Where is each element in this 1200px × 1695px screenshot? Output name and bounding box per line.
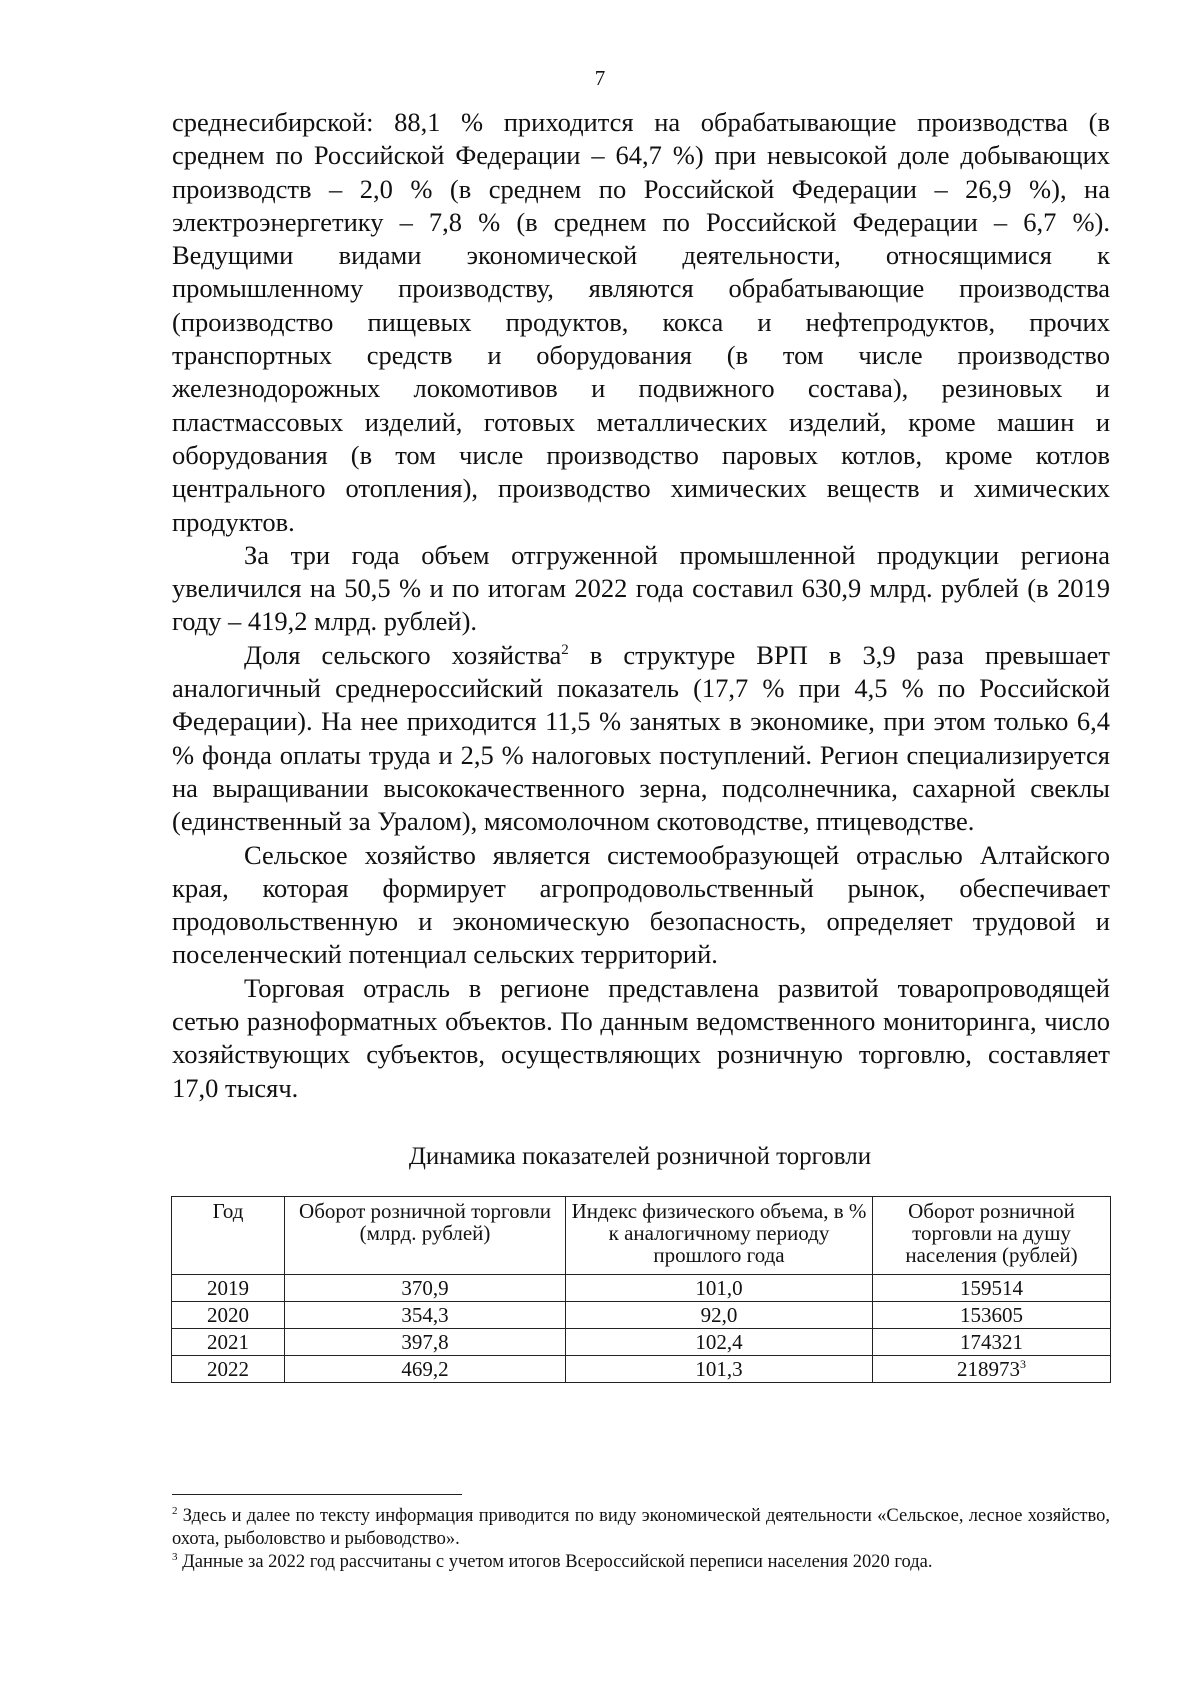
cell-index: 101,0	[566, 1275, 873, 1302]
paragraph	[172, 639, 1110, 839]
cell-year: 2021	[172, 1329, 285, 1356]
table-caption: Динамика показателей розничной торговли	[408, 1143, 872, 1170]
paragraph: среднесибирской: 88,1 % приходится на обрабатывающие производства (в среднем по Российской Федерации – 64,7 %) при невысокой доле добывающих производств – 2,0 % (в среднем по Российской Федерации – 26,9 %), на электроэнергетику – 7,8 % (в среднем по Российской Федерации – 6,7 %). Ведущими видами экономической деятельности, относящимися к промышленному производству, являются обрабатывающие производства (производство пищевых продуктов, кокса и нефтепродуктов, прочих транспортных средств и оборудования (в том числе производство железнодорожных локомотивов и подвижного состава), резиновых и пластмассовых изделий, готовых металлических изделий, кроме машин и оборудования (в том числе производство паровых котлов, кроме котлов центрального отопления), производство химических веществ и химических продуктов.	[172, 107, 1110, 537]
cell-per-capita	[873, 1356, 1111, 1383]
page-number: 7	[594, 66, 606, 90]
cell-per-capita-value: 174321	[960, 1330, 1023, 1354]
body-text	[172, 106, 1110, 1105]
footnote-mark: 2	[172, 1504, 178, 1517]
footnote-ref[interactable]: 2	[561, 641, 569, 658]
cell-year: 2022	[172, 1356, 285, 1383]
cell-per-capita	[873, 1329, 1111, 1356]
header-per-capita: Оборот розничной торговли на душу населения (рублей)	[873, 1197, 1111, 1275]
cell-turnover: 397,8	[285, 1329, 566, 1356]
table-row	[172, 1302, 1111, 1329]
paragraph-text: Доля сельского хозяйства	[244, 639, 562, 670]
header-volume-index: Индекс физического объема, в % к аналогичному периоду прошлого года	[566, 1197, 873, 1275]
footnote-text: Данные за 2022 год рассчитаны с учетом итогов Всероссийской переписи населения 2020 года.	[177, 1552, 933, 1572]
footnote-mark: 3	[172, 1550, 178, 1563]
table-row	[172, 1329, 1111, 1356]
cell-per-capita-value: 153605	[960, 1303, 1023, 1327]
footnote	[172, 1551, 1110, 1574]
cell-per-capita	[873, 1302, 1111, 1329]
table-row	[172, 1275, 1111, 1302]
cell-index: 92,0	[566, 1302, 873, 1329]
footnote-separator	[172, 1494, 462, 1495]
footnote-ref[interactable]: 3	[1020, 1357, 1026, 1371]
paragraph: Торговая отрасль в регионе представлена развитой товаропроводящей сетью разноформатных объектов. По данным ведомственного мониторинга, число хозяйствующих субъектов, осуществляющих розничную торговлю, составляет 17,0 тысяч.	[172, 972, 1110, 1103]
cell-turnover: 370,9	[285, 1275, 566, 1302]
cell-turnover: 354,3	[285, 1302, 566, 1329]
cell-index: 102,4	[566, 1329, 873, 1356]
footnote-text: Здесь и далее по тексту информация приводится по виду экономической деятельности «Сельское, лесное хозяйство, охота, рыболовство и рыбоводство».	[172, 1506, 1110, 1549]
cell-per-capita-value: 159514	[960, 1276, 1023, 1300]
footnote	[172, 1505, 1110, 1551]
paragraph: Сельское хозяйство является системообразующей отраслью Алтайского края, которая формирует агропродовольственный рынок, обеспечивает продовольственную и экономическую безопасность, определяет трудовой и поселенческий потенциал сельских территорий.	[172, 839, 1110, 970]
table-header-row	[172, 1197, 1111, 1275]
cell-index: 101,3	[566, 1356, 873, 1383]
footnotes	[172, 1505, 1110, 1574]
header-year: Год	[172, 1197, 285, 1275]
table-row	[172, 1356, 1111, 1383]
retail-trade-table	[171, 1196, 1111, 1383]
paragraph-text: в структуре ВРП в 3,9 раза превышает аналогичный среднероссийский показатель (17,7 % при 4,5 % по Российской Федерации). На нее приходится 11,5 % занятых в экономике, при этом только 6,4 % фонда оплаты труда и 2,5 % налоговых поступлений. Регион специализируется на выращивании высококачественного зерна, подсолнечника, сахарной свеклы (единственный за Уралом), мясомолочном скотоводстве, птицеводстве.	[172, 639, 1110, 837]
paragraph: За три года объем отгруженной промышленной продукции региона увеличился на 50,5 % и по итогам 2022 года составил 630,9 млрд. рублей (в 2019 году – 419,2 млрд. рублей).	[172, 539, 1110, 637]
cell-per-capita	[873, 1275, 1111, 1302]
header-turnover: Оборот розничной торговли (млрд. рублей)	[285, 1197, 566, 1275]
cell-turnover: 469,2	[285, 1356, 566, 1383]
cell-per-capita-value: 218973	[957, 1357, 1020, 1381]
cell-year: 2020	[172, 1302, 285, 1329]
cell-year: 2019	[172, 1275, 285, 1302]
